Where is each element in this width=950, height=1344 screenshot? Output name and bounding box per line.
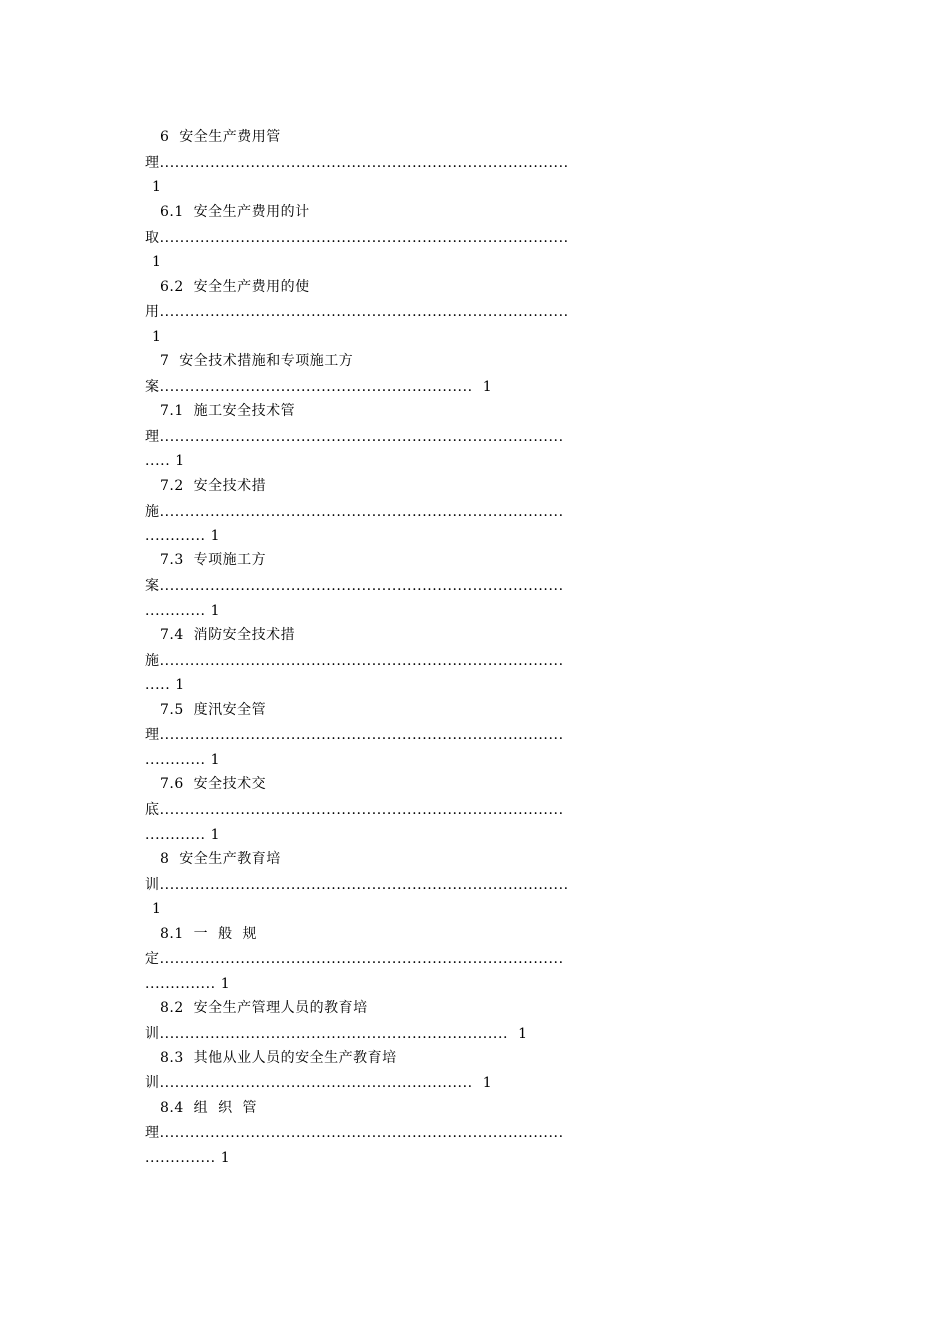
toc-leader-7-4: 施................................................................................ <box>145 653 564 669</box>
toc-heading-8: 8 安全生产教育培 <box>160 851 281 867</box>
toc-leader-7-6: 底................................................................................ <box>145 802 564 818</box>
toc-page-7-5: ............ 1 <box>145 752 221 768</box>
toc-heading-7-3: 7.3 专项施工方 <box>160 552 267 568</box>
toc-heading-8-1: 8.1 一 般 规 <box>160 926 257 942</box>
toc-page-6: 1 <box>152 179 161 195</box>
toc-heading-7-6: 7.6 安全技术交 <box>160 776 267 792</box>
toc-heading-7-5: 7.5 度汛安全管 <box>160 702 267 718</box>
toc-page-8-1: .............. 1 <box>145 976 231 992</box>
toc-heading-7: 7 安全技术措施和专项施工方 <box>160 353 354 369</box>
toc-page-7-1: ..... 1 <box>145 453 185 469</box>
toc-leader-6-1: 取................................................................................. <box>145 230 569 246</box>
toc-page-7-4: ..... 1 <box>145 677 185 693</box>
toc-leader-8-4: 理................................................................................ <box>145 1125 564 1141</box>
toc-leader-6-2: 用................................................................................. <box>145 304 569 320</box>
toc-heading-8-2: 8.2 安全生产管理人员的教育培 <box>160 1000 368 1016</box>
toc-heading-6-2: 6.2 安全生产费用的使 <box>160 279 310 295</box>
toc-leader-6: 理................................................................................. <box>145 155 569 171</box>
toc-heading-6: 6 安全生产费用管 <box>160 129 281 145</box>
toc-heading-6-1: 6.1 安全生产费用的计 <box>160 204 310 220</box>
toc-leader-7: 案.............................................................. 1 <box>145 379 493 395</box>
toc-heading-7-1: 7.1 施工安全技术管 <box>160 403 296 419</box>
toc-page-7-6: ............ 1 <box>145 827 221 843</box>
toc-leader-7-1: 理................................................................................ <box>145 429 564 445</box>
toc-page-6-2: 1 <box>152 329 161 345</box>
toc-heading-8-3: 8.3 其他从业人员的安全生产教育培 <box>160 1050 397 1066</box>
toc-leader-7-2: 施................................................................................ <box>145 504 564 520</box>
toc-heading-8-4: 8.4 组 织 管 <box>160 1100 257 1116</box>
toc-leader-8: 训................................................................................. <box>145 877 569 893</box>
toc-leader-7-5: 理................................................................................ <box>145 727 564 743</box>
toc-heading-7-2: 7.2 安全技术措 <box>160 478 267 494</box>
toc-page-8-4: .............. 1 <box>145 1150 231 1166</box>
toc-leader-8-1: 定................................................................................ <box>145 951 564 967</box>
toc-leader-8-2: 训..................................................................... 1 <box>145 1026 528 1042</box>
toc-leader-7-3: 案................................................................................ <box>145 578 564 594</box>
toc-page-6-1: 1 <box>152 254 161 270</box>
toc-heading-7-4: 7.4 消防安全技术措 <box>160 627 296 643</box>
toc-page-7-2: ............ 1 <box>145 528 221 544</box>
toc-page-7-3: ............ 1 <box>145 603 221 619</box>
toc-leader-8-3: 训.............................................................. 1 <box>145 1075 493 1091</box>
toc-page-8: 1 <box>152 901 161 917</box>
